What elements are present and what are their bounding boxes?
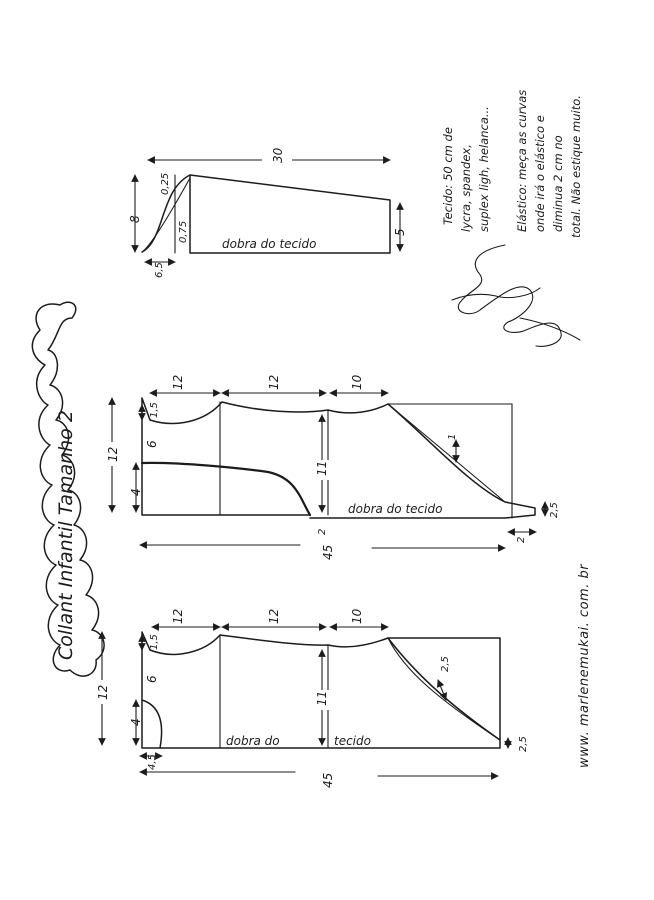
front-bottom-left-label: 4,5 <box>147 754 158 770</box>
back-seg3-label: 10 <box>350 374 364 390</box>
back-crotch-line <box>310 404 535 518</box>
back-curve-depth-label: 1 <box>447 433 458 440</box>
sleeve-bottom-offset-label: 6,5 <box>154 262 165 278</box>
back-seg1-label: 12 <box>171 374 185 390</box>
title-cloud <box>32 302 104 676</box>
front-center-curve <box>142 700 162 748</box>
front-fold-label-2: tecido <box>334 734 371 748</box>
back-piece <box>102 374 560 560</box>
front-shoulder-drop-label: 1,5 <box>149 634 160 650</box>
back-crotch-in-label: 2 <box>317 528 328 535</box>
sleeve-fold-label: dobra do tecido <box>222 237 317 251</box>
back-outline-top <box>142 398 388 515</box>
front-fold-label-1: dobra do <box>226 734 280 748</box>
back-depth-mid-label: 11 <box>315 460 329 476</box>
back-center-curve <box>142 463 310 515</box>
back-total-length-label: 45 <box>321 544 335 560</box>
back-width-label: 12 <box>106 446 120 462</box>
front-seg2-label: 12 <box>267 608 281 624</box>
front-neck-depth-label: 6 <box>145 675 159 683</box>
fabric-note-line-2: lycra, spandex, <box>459 144 473 232</box>
front-crotch-width-label: 2,5 <box>518 736 529 752</box>
title-text: Collant Infantil Tamanho 2 <box>55 410 77 660</box>
fabric-note-line-1: Tecido: 50 cm de <box>441 127 455 225</box>
sleeve-curve-top-label: 0,25 <box>160 172 171 195</box>
notes-block <box>441 90 583 238</box>
sleeve-height-label: 8 <box>128 215 142 223</box>
sleeve-piece <box>128 147 407 278</box>
sleeve-curve-mid-label: 0,75 <box>178 220 189 243</box>
front-curve-depth-label: 2,5 <box>440 656 451 672</box>
elastic-note-line-3: diminua 2 cm no <box>551 135 565 232</box>
sleeve-length-label: 30 <box>271 147 285 163</box>
elastic-note-line-2: onde irá o elástico e <box>533 115 547 232</box>
front-seg1-label: 12 <box>171 608 185 624</box>
back-crotch-end-label: 2 <box>516 536 527 543</box>
fabric-note-line-3: suplex ligh, helanca... <box>477 106 491 232</box>
front-seg3-label: 10 <box>350 608 364 624</box>
back-crotch-width-label: 2,5 <box>549 502 560 518</box>
front-width-label: 12 <box>96 684 110 700</box>
front-crotch-curve <box>388 638 500 740</box>
front-depth-mid-label: 11 <box>315 690 329 706</box>
elastic-note-line-4: total. Não estique muito. <box>569 95 583 238</box>
back-shoulder-drop-label: 1,5 <box>149 402 160 418</box>
front-total-length-label: 45 <box>321 772 335 788</box>
signature <box>452 245 580 346</box>
website-url: www. marlenemukai. com. br <box>577 563 592 768</box>
sleeve-end-height-label: 5 <box>393 228 407 236</box>
elastic-note-line-1: Elástico: meça as curvas <box>515 89 529 232</box>
back-lower-left-label: 4 <box>129 488 143 496</box>
front-lower-left-label: 4 <box>129 718 143 726</box>
back-seg2-label: 12 <box>267 374 281 390</box>
back-fold-label: dobra do tecido <box>348 502 443 516</box>
back-neck-depth-label: 6 <box>145 440 159 448</box>
front-piece <box>92 608 529 788</box>
